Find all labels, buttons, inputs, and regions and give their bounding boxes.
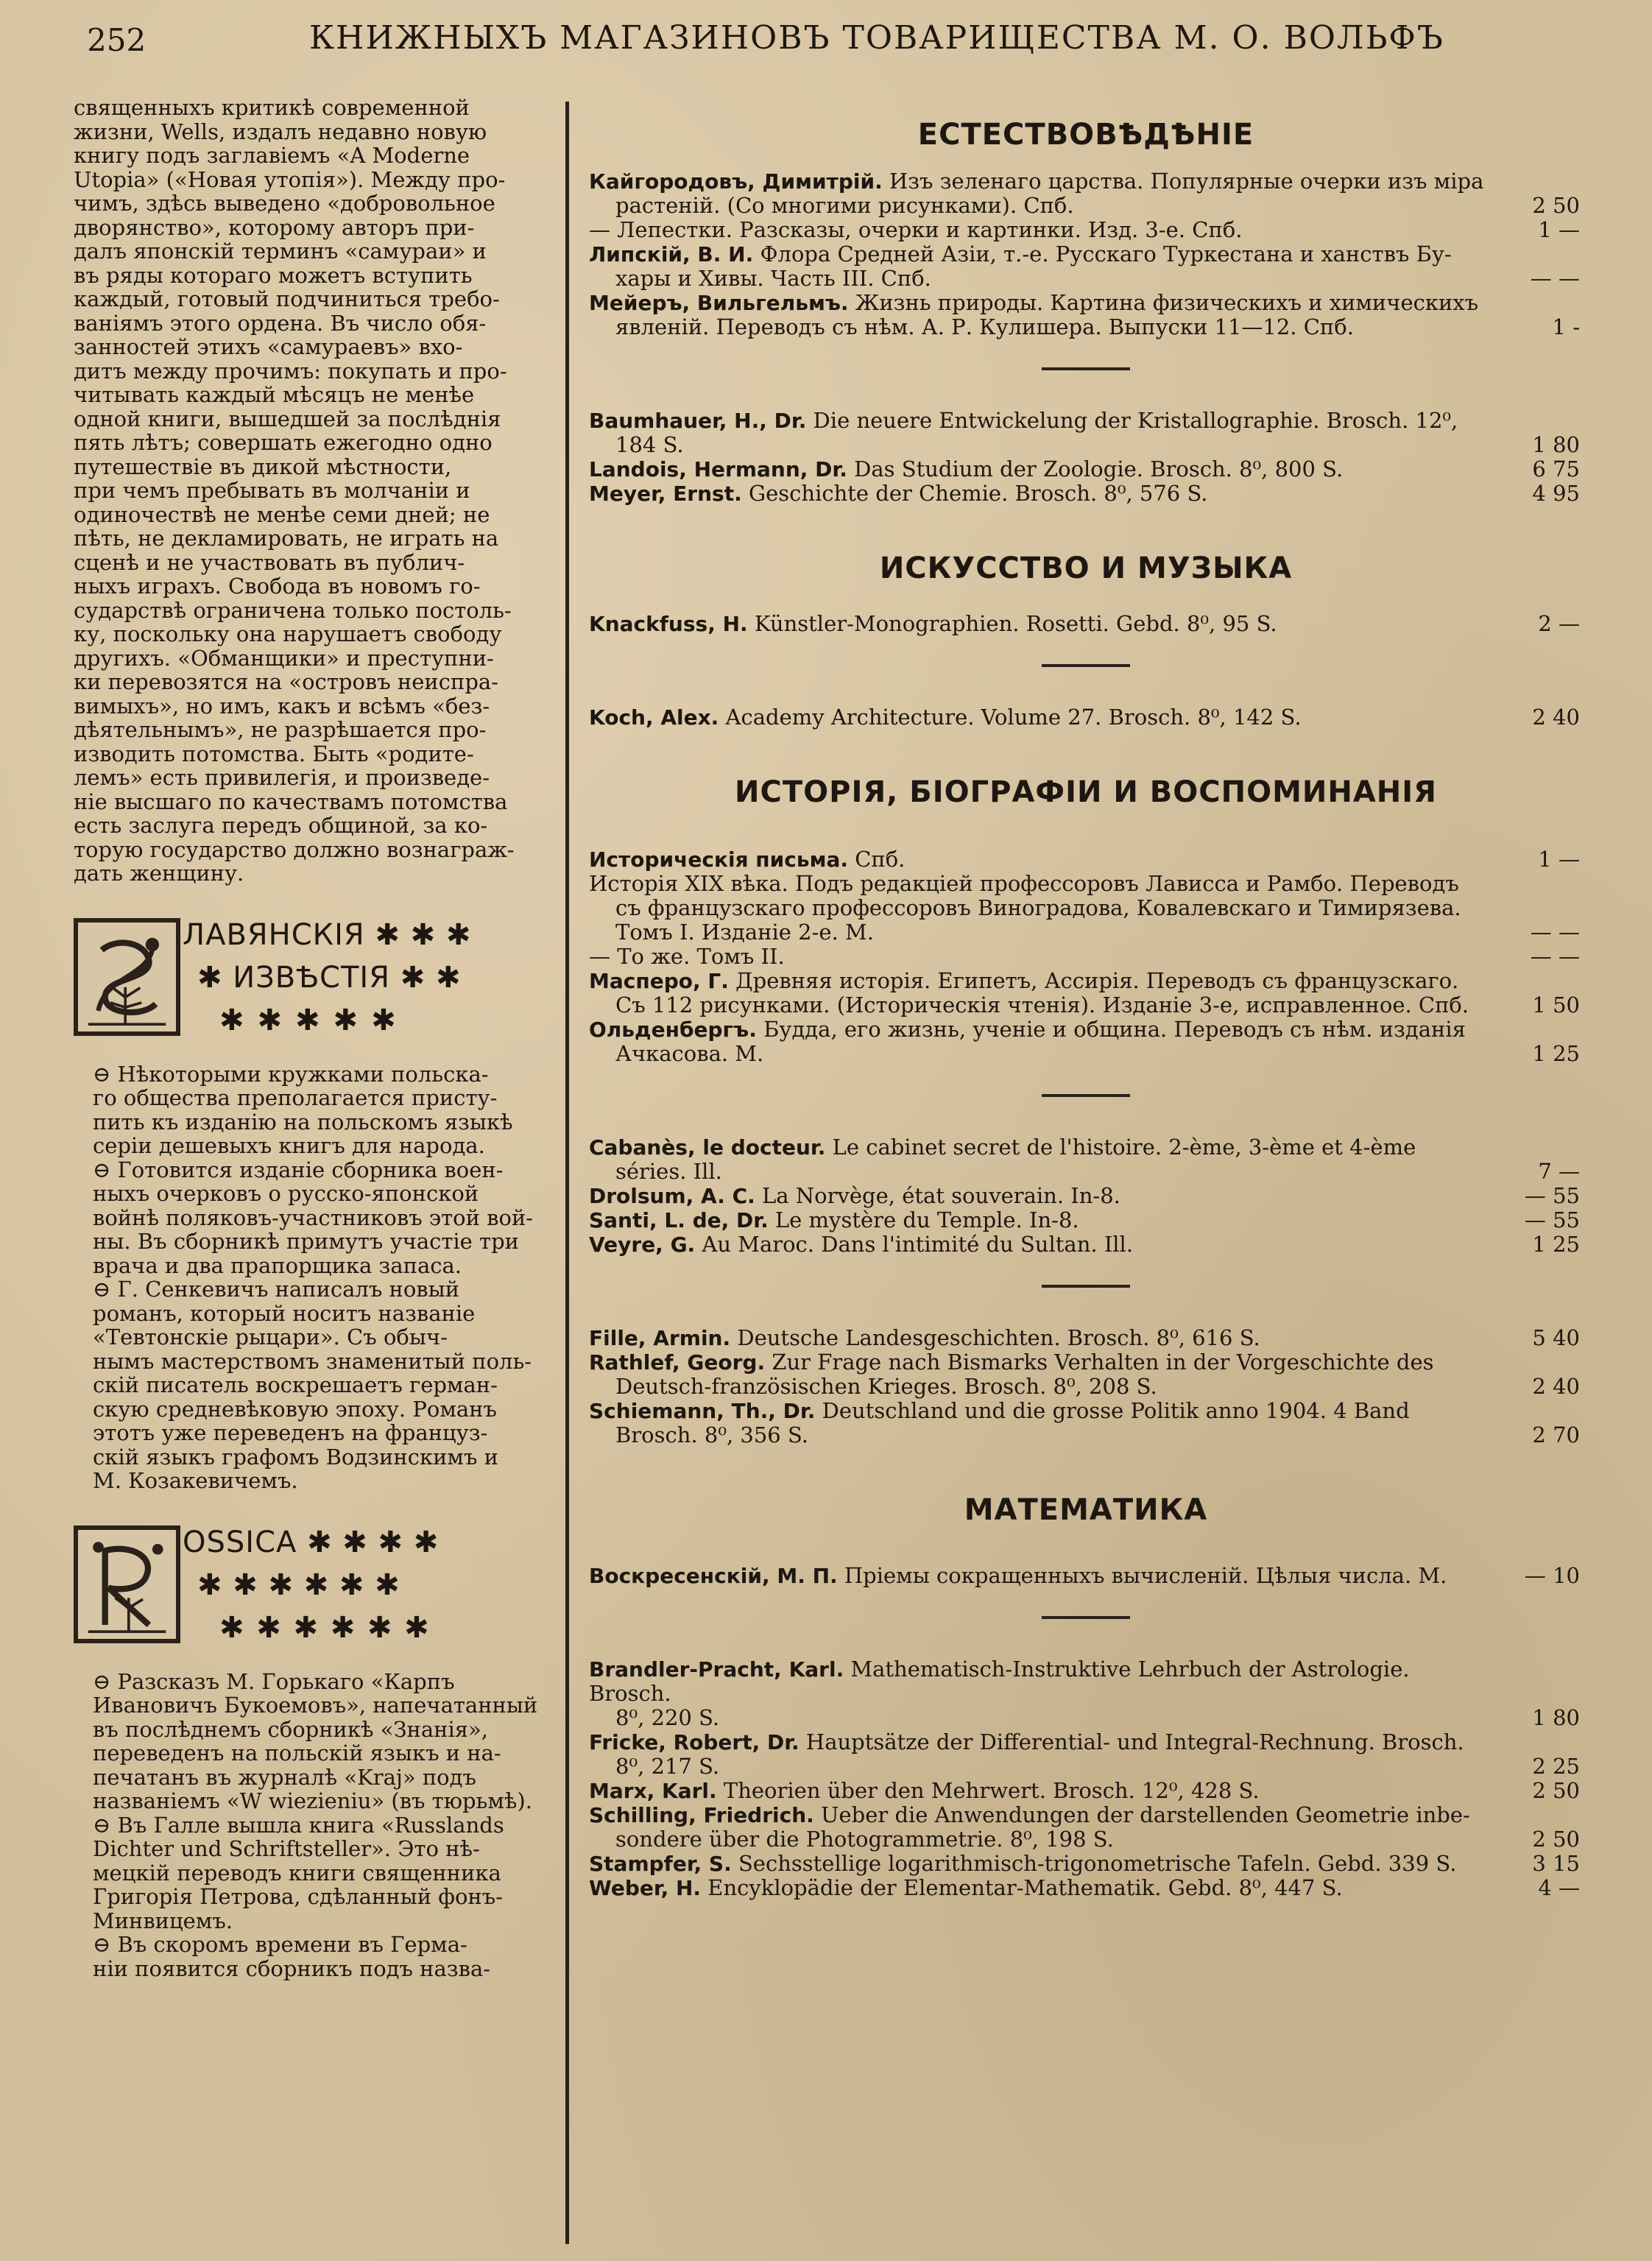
book-author: Brandler-Pracht, Karl. — [589, 1657, 844, 1682]
book-entry — [589, 969, 1583, 1017]
text-line: сударствѣ ограничена только постоль- — [74, 597, 512, 623]
text-line: скую средневѣковую эпоху. Романъ — [93, 1396, 497, 1422]
text-line: ⊖ Нѣкоторыми кружками польска- — [93, 1061, 489, 1087]
book-entry — [589, 1232, 1583, 1257]
text-line: путешествіе въ дикой мѣстности, — [74, 454, 452, 479]
paragraph-text — [74, 96, 545, 886]
news-item — [74, 1277, 545, 1493]
text-line: изводить потомства. Быть «родите- — [74, 741, 474, 766]
text-line: пѣть, не декламировать, не играть на — [74, 526, 499, 551]
entry-group — [589, 847, 1583, 1066]
book-title-line: séries. Ill. — [615, 1159, 722, 1184]
book-title-line: Encyklopädie der Elementar-Mathematik. Gebd. 8⁰, 447 S. — [707, 1875, 1343, 1900]
slavic-heading-line2: ✱ ИЗВѢСТІЯ ✱ ✱ — [197, 960, 462, 995]
book-title-line: Ачкасова. М. — [615, 1041, 764, 1066]
book-entry — [589, 457, 1583, 482]
book-author: Воскресенскій, М. П. — [589, 1564, 838, 1588]
text-line: ки перевозятся на «островъ неиспра- — [74, 669, 498, 694]
text-line: ку, поскольку она нарушаетъ свободу — [74, 621, 502, 646]
book-title-line: 8⁰, 217 S. — [615, 1754, 720, 1779]
book-entry — [589, 409, 1583, 457]
book-entry — [589, 612, 1583, 636]
book-entry — [589, 482, 1583, 506]
book-price: — 10 — [1524, 1563, 1580, 1588]
book-title-line: Пріемы сокращенныхъ вычисленій. Цѣлыя числа. М. — [844, 1563, 1447, 1588]
book-title-line: Исторія XIX вѣка. Подъ редакціей профессоровъ Лависса и Рамбо. Переводъ — [589, 871, 1459, 896]
text-line: го общества преполагается присту- — [93, 1085, 498, 1110]
book-price: 1 25 — [1532, 1232, 1580, 1257]
section-separator — [1042, 1094, 1130, 1097]
book-author: Veyre, G. — [589, 1232, 696, 1257]
book-entry — [589, 1208, 1583, 1232]
book-author: Schiemann, Th., Dr. — [589, 1399, 816, 1423]
rossica-heading-line3: ✱ ✱ ✱ ✱ ✱ ✱ — [219, 1610, 431, 1645]
news-item — [74, 1813, 545, 1933]
book-title-line: Le mystère du Temple. In-8. — [774, 1207, 1079, 1232]
book-entry — [589, 218, 1583, 242]
text-line: каждый, готовый подчиниться требо- — [74, 286, 500, 311]
text-line: печатанъ въ журналѣ «Kraj» подъ — [93, 1764, 476, 1790]
news-item — [74, 1933, 545, 1980]
entry-group — [589, 705, 1583, 730]
book-title-line: Au Maroc. Dans l'intimité du Sultan. Ill. — [702, 1232, 1134, 1257]
text-line: переведенъ на польскій языкъ и на- — [93, 1740, 501, 1766]
book-entry — [589, 1657, 1583, 1730]
book-title-line: Флора Средней Азіи, т.-е. Русскаго Туркестана и ханствъ Бу- — [760, 241, 1452, 267]
text-line: этотъ уже переведенъ на француз- — [93, 1420, 488, 1445]
book-title-line: Das Studium der Zoologie. Brosch. 8⁰, 800 S. — [854, 456, 1344, 482]
book-price: — — — [1530, 944, 1580, 969]
section-separator — [1042, 1616, 1130, 1619]
book-title-line: Hauptsätze der Differential- und Integral-Rechnung. Brosch. — [805, 1729, 1464, 1754]
book-price: 4 — — [1538, 1875, 1580, 1900]
book-entry — [589, 1564, 1583, 1588]
section-separator — [1042, 664, 1130, 667]
entry-group — [589, 612, 1583, 636]
book-author: Meyer, Ernst. — [589, 482, 742, 506]
right-column — [589, 118, 1583, 1900]
book-author: Липскій, В. И. — [589, 242, 754, 267]
book-price: 2 40 — [1532, 705, 1580, 730]
catalog-section — [589, 118, 1583, 506]
book-title-line: Die neuere Entwickelung der Kristallographie. Brosch. 12⁰, — [813, 408, 1458, 433]
book-price: 1 — — [1538, 847, 1580, 872]
book-price: — — — [1530, 920, 1580, 945]
text-line: пить къ изданію на польскомъ языкѣ — [93, 1109, 513, 1135]
book-price: — — — [1530, 266, 1580, 291]
book-price: 2 50 — [1532, 1827, 1580, 1852]
book-title-line: Спб. — [855, 847, 906, 872]
book-entry — [589, 847, 1583, 872]
book-entry — [589, 1135, 1583, 1184]
book-title-line: Academy Architecture. Volume 27. Brosch. 8⁰, 142 S. — [725, 705, 1302, 730]
text-line: Utopia» («Новая утопія»). Между про- — [74, 166, 506, 192]
catalog-section — [589, 1493, 1583, 1900]
book-author: Ольденбергъ. — [589, 1017, 757, 1042]
text-line: романъ, который носитъ названіе — [93, 1300, 476, 1326]
book-title-line: 8⁰, 220 S. — [615, 1705, 720, 1730]
text-line: ныхъ играхъ. Свобода въ новомъ го- — [74, 574, 481, 599]
text-line: дѣятельнымъ», не разрѣшается про- — [74, 717, 487, 742]
text-line: ваніямъ этого ордена. Въ число обя- — [74, 310, 487, 336]
book-price: 2 70 — [1532, 1422, 1580, 1447]
book-entry — [589, 1399, 1583, 1447]
book-entry — [589, 1326, 1583, 1350]
text-line: одиночествѣ не менѣе семи дней; не — [74, 501, 490, 527]
left-column — [74, 96, 545, 1980]
book-title-line: Deutsch-französischen Krieges. Brosch. 8⁰, 208 S. — [615, 1374, 1157, 1399]
news-item — [74, 1158, 545, 1278]
book-title-line: Будда, его жизнь, ученіе и община. Переводъ съ нѣм. изданія — [763, 1017, 1466, 1042]
book-entry — [589, 242, 1583, 291]
book-price: 1 80 — [1532, 1705, 1580, 1730]
rossica-items — [74, 1670, 545, 1981]
text-line: сценѣ и не участвовать въ публич- — [74, 549, 465, 575]
book-price: 1 50 — [1532, 992, 1580, 1017]
book-price: 2 25 — [1532, 1754, 1580, 1779]
text-line: мецкій переводъ книги священника — [93, 1860, 501, 1886]
book-author: Weber, H. — [589, 1876, 702, 1900]
text-line: ны. Въ сборникѣ примутъ участіе три — [93, 1229, 519, 1254]
entry-group — [589, 1326, 1583, 1447]
running-head — [0, 13, 1652, 65]
text-line: М. Козакевичемъ. — [93, 1468, 298, 1493]
book-entry — [589, 945, 1583, 969]
text-line: Ивановичъ Букоемовъ», напечатанный — [93, 1693, 538, 1718]
text-line: другихъ. «Обманщики» и преступни- — [74, 645, 494, 671]
ornamental-initial-r — [74, 1525, 180, 1643]
book-title-line: — То же. Томъ II. — [589, 944, 785, 969]
text-line: въ послѣднемъ сборникѣ «Знанія», — [93, 1716, 489, 1742]
slavic-news-heading — [74, 918, 545, 1043]
ornamental-initial-s — [74, 918, 180, 1036]
book-author: Мейеръ, Вильгельмъ. — [589, 291, 849, 315]
text-line: торую государство должно вознаграж- — [74, 836, 515, 862]
text-line: войнѣ поляковъ-участниковъ этой вой- — [93, 1204, 534, 1230]
rossica-heading-line2: ✱ ✱ ✱ ✱ ✱ ✱ — [197, 1567, 400, 1602]
book-title-line: sondere über die Photogrammetrie. 8⁰, 198 S. — [615, 1827, 1114, 1852]
book-entry — [589, 1803, 1583, 1852]
book-title-line: — Лепестки. Разсказы, очерки и картинки. Изд. 3-е. Спб. — [589, 217, 1243, 242]
book-title-line: Geschichte der Chemie. Brosch. 8⁰, 576 S. — [748, 481, 1208, 506]
text-line: нымъ мастерствомъ знаменитый поль- — [93, 1348, 532, 1374]
floral-ornament-icon — [78, 923, 176, 1031]
book-title-line: Deutsche Landesgeschichten. Brosch. 8⁰, 616 S. — [737, 1325, 1260, 1350]
text-line: названіемъ «W wiezieniu» (въ тюрьмѣ). — [93, 1788, 532, 1813]
text-line: далъ японскій терминъ «самураи» и — [74, 239, 487, 264]
book-entry — [589, 169, 1583, 218]
book-entry — [589, 1876, 1583, 1900]
section-separator — [1042, 367, 1130, 370]
book-author: Rathlef, Georg. — [589, 1350, 766, 1375]
text-line: ⊖ Г. Сенкевичъ написалъ новый — [93, 1277, 460, 1302]
book-title-line: 184 S. — [615, 432, 684, 457]
book-price: 7 — — [1538, 1159, 1580, 1184]
book-title-line: Zur Frage nach Bismarks Verhalten in der Vorgeschichte des — [772, 1350, 1434, 1375]
text-line: Минвицемъ. — [93, 1908, 233, 1933]
book-entry — [589, 1730, 1583, 1779]
book-price: 3 15 — [1532, 1851, 1580, 1876]
news-item — [74, 1670, 545, 1813]
text-line: вимыхъ», но имъ, какъ и всѣмъ «без- — [74, 693, 490, 719]
book-title-line: Томъ I. Изданіе 2-е. М. — [615, 920, 874, 945]
book-title-line: хары и Хивы. Часть III. Спб. — [615, 266, 931, 291]
text-line: при чемъ пребывать въ молчаніи и — [74, 478, 470, 503]
text-line: врача и два прапорщика запаса. — [93, 1252, 462, 1278]
book-entry — [589, 1852, 1583, 1876]
book-author: Fricke, Robert, Dr. — [589, 1730, 799, 1754]
book-author: Santi, L. de, Dr. — [589, 1208, 769, 1232]
book-title-line: Künstler-Monographien. Rosetti. Gebd. 8⁰, 95 S. — [754, 611, 1277, 636]
book-author: Baumhauer, H., Dr. — [589, 409, 807, 433]
rossica-heading-line1: OSSICA ✱ ✱ ✱ ✱ — [183, 1525, 440, 1559]
book-author: Cabanès, le docteur. — [589, 1135, 826, 1160]
book-author: Кайгородовъ, Димитрій. — [589, 169, 883, 194]
book-price: 2 40 — [1532, 1374, 1580, 1399]
text-line: въ ряды котораго можетъ вступить — [74, 262, 473, 288]
floral-ornament-icon — [78, 1530, 176, 1639]
text-line: ніи появится сборникъ подъ назва- — [93, 1955, 491, 1981]
book-author: Fille, Armin. — [589, 1326, 731, 1350]
entry-group — [589, 409, 1583, 506]
slavic-news-items — [74, 1062, 545, 1493]
section-heading: ЕСТЕСТВОВѢДѢНІЕ — [917, 118, 1254, 152]
book-title-line: Ueber die Anwendungen der darstellenden Geometrie inbe- — [821, 1802, 1470, 1827]
text-line: одной книги, вышедшей за послѣднія — [74, 406, 501, 431]
text-line: лемъ» есть привилегія, и произведе- — [74, 765, 490, 790]
book-title-line: Le cabinet secret de l'histoire. 2-ème, 3-ème et 4-ème — [832, 1135, 1416, 1160]
text-line: чимъ, здѣсь выведено «добровольное — [74, 191, 495, 216]
book-price: 2 — — [1538, 611, 1580, 636]
book-price: — 55 — [1524, 1207, 1580, 1232]
book-price: 1 - — [1552, 314, 1580, 339]
column-divider — [565, 102, 569, 2244]
book-entry — [589, 1017, 1583, 1066]
entry-group — [589, 1564, 1583, 1588]
slavic-heading-line1: ЛАВЯНСКІЯ ✱ ✱ ✱ — [183, 917, 472, 952]
text-line: пять лѣтъ; совершать ежегодно одно — [74, 430, 493, 455]
text-line: читывать каждый мѣсяцъ не менѣе — [74, 382, 475, 407]
catalog-section — [589, 551, 1583, 730]
text-line: скій писатель воскрешаетъ герман- — [93, 1372, 498, 1397]
news-item — [74, 1062, 545, 1158]
text-line: «Тевтонскіе рыцари». Съ обыч- — [93, 1324, 448, 1350]
entry-group — [589, 1657, 1583, 1900]
book-entry — [589, 291, 1583, 339]
text-line: ⊖ Въ скоромъ времени въ Герма- — [93, 1932, 467, 1957]
book-entry — [589, 1350, 1583, 1399]
rossica-heading — [74, 1525, 545, 1651]
text-line: ніе высшаго по качествамъ потомства — [74, 789, 508, 814]
book-title-line: Brosch. 8⁰, 356 S. — [615, 1422, 809, 1447]
entry-group — [589, 1135, 1583, 1257]
text-line: дать женщину. — [74, 861, 244, 886]
text-line: ⊖ Готовится изданіе сборника воен- — [93, 1157, 504, 1182]
text-line: жизни, Wells, издалъ недавно новую — [74, 119, 487, 144]
book-author: Knackfuss, H. — [589, 612, 748, 636]
book-entry — [589, 705, 1583, 730]
book-author: Schilling, Friedrich. — [589, 1803, 814, 1827]
book-author: Koch, Alex. — [589, 705, 719, 730]
book-author: Landois, Hermann, Dr. — [589, 457, 847, 482]
book-price: 2 50 — [1532, 1778, 1580, 1803]
book-title-line: Съ 112 рисунками. (Историческія чтенія). Изданіе 3-е, исправленное. Спб. — [615, 992, 1469, 1017]
book-price: 6 75 — [1532, 456, 1580, 482]
book-title-line: Sechsstellige logarithmisch-trigonometrische Tafeln. Gebd. 339 S. — [738, 1851, 1457, 1876]
text-line: Григорія Петрова, сдѣланный фонъ- — [93, 1884, 503, 1909]
book-entry — [589, 1779, 1583, 1803]
book-entry — [589, 1184, 1583, 1208]
page-number: 252 — [87, 22, 147, 58]
book-title-line: Mathematisch-Instruktive Lehrbuch der Astrologie. Brosch. — [589, 1657, 1410, 1706]
book-author: Stampfer, S. — [589, 1852, 732, 1876]
running-title: КНИЖНЫХЪ МАГАЗИНОВЪ ТОВАРИЩЕСТВА М. О. ВОЛЬФЪ — [309, 19, 1444, 57]
book-title-line: съ французскаго профессоровъ Виноградова, Ковалевскаго и Тимирязева. — [615, 895, 1461, 920]
book-entry — [589, 872, 1583, 945]
text-line: ныхъ очерковъ о русско-японской — [93, 1181, 479, 1206]
entry-group — [589, 169, 1583, 339]
book-price: 2 50 — [1532, 193, 1580, 218]
slavic-heading-line3: ✱✱✱✱✱ — [219, 1003, 409, 1037]
section-separator — [1042, 1285, 1130, 1288]
book-price: 5 40 — [1532, 1325, 1580, 1350]
book-title-line: Древняя исторія. Египетъ, Ассирія. Переводъ съ французскаго. — [735, 968, 1459, 993]
text-line: ⊖ Разсказъ М. Горькаго «Карпъ — [93, 1668, 455, 1694]
book-author: Marx, Karl. — [589, 1779, 717, 1803]
book-title-line: Deutschland und die grosse Politik anno 1904. 4 Band — [822, 1398, 1410, 1423]
book-title-line: Жизнь природы. Картина физическихъ и химическихъ — [855, 290, 1479, 315]
text-line: Dichter und Schriftsteller». Это нѣ- — [93, 1836, 480, 1861]
book-title-line: растеній. (Со многими рисунками). Спб. — [615, 193, 1074, 218]
book-price: 1 80 — [1532, 432, 1580, 457]
book-title-line: явленій. Переводъ съ нѣм. А. Р. Кулишера. Выпуски 11—12. Спб. — [615, 314, 1354, 339]
text-line: занностей этихъ «самураевъ» вхо- — [74, 334, 463, 359]
book-price: 4 95 — [1532, 481, 1580, 506]
book-price: 1 — — [1538, 217, 1580, 242]
section-heading: МАТЕМАТИКА — [964, 1493, 1208, 1527]
catalog-section — [589, 775, 1583, 1447]
book-price: — 55 — [1524, 1183, 1580, 1208]
text-line: дитъ между прочимъ: покупать и про- — [74, 358, 507, 384]
book-author: Масперо, Г. — [589, 969, 729, 993]
section-heading: ИСКУССТВО И МУЗЫКА — [879, 551, 1293, 585]
book-price: 1 25 — [1532, 1041, 1580, 1066]
book-author: Историческія письма. — [589, 847, 848, 872]
text-line: есть заслуга передъ общиной, за ко- — [74, 813, 488, 838]
text-line: серіи дешевыхъ книгъ для народа. — [93, 1133, 485, 1158]
text-line: ⊖ Въ Галле вышла книга «Russlands — [93, 1812, 504, 1838]
section-heading: ИСТОРІЯ, БІОГРАФІИ И ВОСПОМИНАНІЯ — [735, 775, 1437, 809]
book-title-line: La Norvège, état souverain. In-8. — [762, 1183, 1120, 1208]
text-line: дворянство», которому авторъ при- — [74, 214, 475, 240]
intro-paragraph — [74, 96, 545, 886]
text-line: книгу подъ заглавіемъ «A Moderne — [74, 143, 470, 168]
book-title-line: Изъ зеленаго царства. Популярные очерки изъ міра — [889, 169, 1484, 194]
text-line: скій языкъ графомъ Водзинскимъ и — [93, 1444, 498, 1470]
book-title-line: Theorien über den Mehrwert. Brosch. 12⁰, 428 S. — [723, 1778, 1260, 1803]
text-line: священныхъ критикѣ современной — [74, 95, 470, 120]
book-author: Drolsum, A. C. — [589, 1184, 755, 1208]
